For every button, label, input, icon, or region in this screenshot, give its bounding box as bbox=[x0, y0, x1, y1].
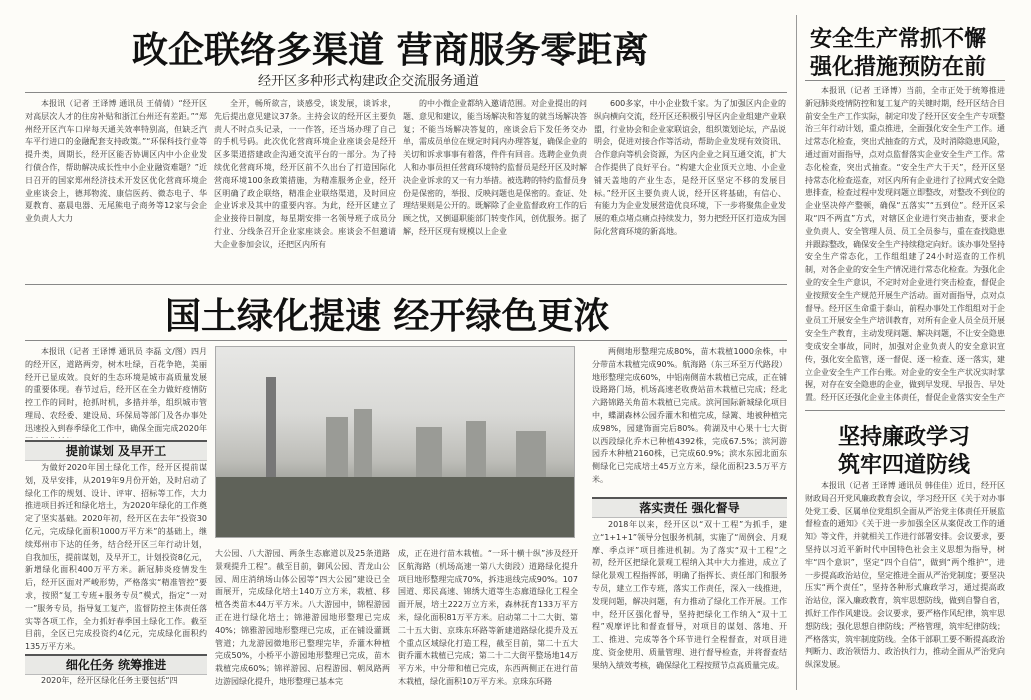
article3-title-line1: 安全生产常抓不懈 bbox=[810, 26, 987, 52]
city-greening-photo bbox=[215, 346, 575, 538]
article1-col4: 600多家，中小企业数千家。为了加强区内企业的纵向横向交流，经开区还积极引导区内企业组建产业联盟，行业协会和企业家联谊会，组织策划论坛，产品说明会，促进对接合作等活动，帮助企业发现有效资讯、合作意向等机会资源，为区内企业之间互通交流，扩大合作提供了良好平台。“构建大企业顶天立地、小企业铺天盖地的产业生态，是经开区坚定不移的发展目标。”经开区主要负责人说，经开区将基础，有信心、有能力为企业发展营造优良环境，下一步将聚焦企业发展的难点堵点痛点持续发力，努力把经开区打造成为国际化营商环境的新高地。 bbox=[594, 99, 786, 236]
article2-col2: 大公园、八大游园、两条生态廊道以及25条道路景观提升工程”。截至目前，御风公园、青龙山公园、周庄消纳场山体公园等“四大公园”建设已全面展开，完成绿化培土140万立方米，栽植、移植各类苗木44万平方米。八大游园中，锦程游园正在进行绿化培土；锦港游园地形整理已完成40%；锦雅游园地形整理已完成，正在铺设灌溉管道；九龙游园微地形已整理完毕，乔灌木种植完成50%，小桥平小游园地形整理已完成，苗木栽植完成60%；锦祥游园、启程游园、朝凤路两边游园绿化提升，地形整理已基本完 bbox=[215, 549, 390, 686]
subhead-early-planning: 提前谋划 及早开工 bbox=[25, 440, 207, 461]
building-icon bbox=[466, 421, 486, 477]
trees-icon bbox=[216, 477, 574, 537]
building-icon bbox=[516, 431, 546, 477]
article1-title: 政企联络多渠道 营商服务零距离 bbox=[132, 29, 649, 71]
article2-col4-body: 2018年以来，经开区以“双十工程”为抓手，建立“1+1+1”领导分包服务机制，实施了“周例会、月观摩、季点评”项目推进机制。为了落实“双十工程”之初，经开区把绿化景观工程纳入其中大力推进，成立了绿化景观工程指挥部，明确了指挥长、责任部门和服务专员，建立工作专班，落实工作责任，深入一线推进，发现问题，解决问题，有力推动了绿化工作开展。工作中，经开区强化督导，坚持把绿化工作纳入“双十工程”观摩评比和督查督导，对项目的谋划、落地、开工、推进、完成等各个环节进行全程督查，对项目进度、资金使用、质量管理、进行督导检查，并将督查结果纳入绩效考核，确保绿化工程按照节点高质量完成。 bbox=[592, 520, 787, 670]
article3-title-line2: 强化措施预防在前 bbox=[810, 54, 987, 80]
article1-col1: 本报讯（记者 王译博 通讯员 王倩倩）“经开区对高层次人才的住房补贴和浙江台州还有差距。”“郑州经开区汽车口岸每天通关效率特别高，但缺乏汽车平行进口的金融配套支持政策。”“环保科技行业等提升类，周期长，经开区能否协调区内中小企业发行债合作，帮助解决成长性中小企业融资难题？”近日召开的国家郑州经济技术开发区优化营商环境企业座谈会上，德邦物流、康信医药、微态电子、华夏教育、嘉晨电器、无尾熊电子商务等12家与会企业负责人大力 bbox=[25, 99, 207, 224]
subhead-refine-tasks: 细化任务 统筹推进 bbox=[25, 654, 207, 675]
article4-body: 本报讯（记者 王译博 通讯员 韩佳佳）近日，经开区财政局召开党风廉政教育会议，学习经开区《关于对办事处党工委、区属单位党组织全面从严治党主体责任开展监督检查的通知》《关于进一步加强全区从案促改工作的通知》等文件，并就相关工作进行部署安排。会议要求，要坚持以习近平新时代中国特色社会主义思想为指导，树牢“四个意识”，坚定“四个自信”，做到“两个维护”，进一步提高政治站位，坚定推进全面从严治党制度；要坚决压实“两个责任”，坚持各种形式廉政学习，通过提高政治站位，深入廉政教育，筑牢思想防线，做到自警自省，抓好工作作风建设。会议要求，要严格作风纪律，筑牢思想防线；强化思想自律防线；严格管理，筑牢纪律防线；严格落实，筑牢制度防线。全体干部职工要不断提高政治判断力、政治领悟力、政治执行力，推动全面从严治党向纵深发展。 bbox=[805, 481, 1005, 670]
subhead-responsibility: 落实责任 强化督导 bbox=[592, 497, 787, 518]
divider bbox=[805, 410, 1005, 411]
article1-subtitle: 经开区多种形式构建政企交流服务通道 bbox=[258, 74, 480, 89]
article3-body: 本报讯（记者 王译博）当前，全市正处于统筹推进新冠肺炎疫情防控和复工复产的关键时期，经开区结合目前安全生产工作实际，制定印发了经开区安全生产专项整治三年行动计划，重点推进，全面强化安全生产工作。通过常态化检查，突出式抽查的方式，及时消除隐患风险，通过面对面指导，点对点监督落实企业安全生产工作。常态化检查，突出式抽查。“安全生产大于天”，经开区坚持常态化检查巡查，对区内所有企业进行了拉网式安全隐患排查，检查过程中发现问题立即整改，对整改不到位的企业坚决停产整顿，确保“五落实”“五到位”。经开区采取“四不两直”方式，对辖区企业进行突击抽查，要求企业负责人、安全管理人员、员工全员参与，重在查找隐患并跟踪整改，确保安全生产持续稳定向好。该办事处坚持安全生产常态化，工作组组建了24小时巡查的工作机制，对各企业的安全生产情况进行常态化检查。为强化企业的安全生产意识，不定时对企业进行突击检查，督促企业按照安全生产规范开展生产活动。面对面指导，点对点督导。经开区生命重于泰山，前程办事处工作组组对于企业员工开展安全生产培训教育，对所有企业人员全员开展安全生产教育，主动发现问题、解决问题，不让安全隐患变成安全事故，同时，加强对企业负责人的安全意识宣传，强化安全监管，逐一督促、逐一检查、逐一落实，建立企业安全生产工作台账。对企业的安全生产状况实时掌握，对存在安全隐患的企业，做到早发现、早报告、早处置。经开区还强化企业主体责任，督促企业落实安全生产 bbox=[805, 86, 1005, 403]
article2-col1-tail: 2020年，经开区绿化任务主要包括“四 bbox=[41, 676, 178, 685]
building-icon bbox=[354, 409, 372, 477]
divider bbox=[25, 340, 787, 341]
article4-title-line1: 坚持廉政学习 bbox=[838, 424, 971, 450]
building-icon bbox=[416, 427, 442, 477]
article2-col3: 成，正在进行苗木栽植。“一环十横十纵”涉及经开区航海路（机场高速一第八大街段）道路绿化提升项目地形整理完成70%，拆违退线完成90%。107国道、郑民高速、锦绣大道等生态廊道绿化工程全面开展，培土222万立方米，森林抚育133万平方米，绿化面积81万平方米。启动第二十二大街、第二十五大街、京珠东环路等新建道路绿化提升及五个重点区域绿化打造工程，截至目前，第二十五大街乔灌木栽植已完成；第二十二大街平整场地14万平方米，中分带和植已完成，东西两侧正在进行苗木栽植，绿化面积10万平方米。京珠东环路 bbox=[398, 549, 578, 686]
article4-title-line2: 筑牢四道防线 bbox=[838, 452, 971, 478]
article2-title: 国土绿化提速 经开绿色更浓 bbox=[165, 295, 610, 337]
article2-col4-top: 两侧地形整理完成80%，苗木栽植1000余株，中分带苗木栽植完成90%。航海路（东三环至万代路段）地形整理完成60%，中铝南侧苗木栽植已完成，正在铺设路路门场，机场高速老收费站苗木栽植已完成；经北六路锦路关角苗木栽植已完成。滨河国际新城绿化项目中，蝶湖森林公园乔灌木和植完成，绿篱、地被种植完成98%，园建饰面完后80%。荷湖及中心果十七大街以西段绿化乔木已种植4392株，完成67.5%；滨河游园乔木种植2160株，已完成60.9%；滨水东园北面东侧绿化已完成培土45万立方米，绿化面积23.5万平方米。 bbox=[592, 347, 787, 484]
building-icon bbox=[326, 417, 348, 477]
divider bbox=[25, 284, 787, 285]
article2-intro: 本报讯（记者 王译博 通讯员 李磊 文/图）四月的经开区，道路两旁，树木吐绿，百花争艳，美丽经开已显成效。良好的生态环境是城市高质量发展的重要体现。春节过后，经开区在全力做好疫情防控工作的同时，抢抓时机，多措并举，组织城市管理局、农经委、建设局、环保局等部门及各办事处迅速投入到春季绿化工作中，确保全面完成2020年 bbox=[25, 347, 207, 433]
article1-col3: 的中小微企业都纳入邀请范围。对企业提出的问题、意见和建议，能当场解决和答复的就当场解决答复；不能当场解决答复的，座谈会后下发任务交办单，需成员单位在规定时间内办理答复，确保企业的关切和诉求事事有着落，件件有回音。选聘企业负责人和办事员担任营商环境特约监督员是经开区及时解决企业诉求的又一有力举措。被选聘的特约监督员身份是保密的，举报、反映问题也是保密的。查证、处理结果则是公开的。既解除了企业监督政府工作的后顾之忧，又倒逼职能部门转变作风，创优服务。据了解，经开区现有规模以上企业 bbox=[403, 99, 587, 236]
article1-col2: 全开，畅所欲言，谈感受，谈发展，谈诉求，先后提出意见建议37条。主持会议的经开区主要负责人不时点头记录，一一作答，还当场办理了自己的手机号码。此次优化营商环境企业座谈会是经开区多渠道搭建政企沟通交流平台的一部分。为了持续优化营商环境，经开区前不久出台了打造国际化营商环境100条政策措施，为精准服务企业，经开区明确了政企联络，精准企业联络渠道，及时回应企业诉求及其中的重要内容。为此，经开区建立了企业接待日制度，每星期安排一名领导班子成员分行业、分线条召开企业家座谈会。座谈会不但邀请大企业参加会议，还把区内所有 bbox=[214, 99, 396, 249]
article2-col1-body: 为做好2020年国土绿化工作，经开区提前谋划，及早安排，从2019年9月份开始，及时启动了绿化工作的规划、设计、评审、招标等工作，大力推进项目拆迁和绿化培土，为2020年绿化的工作奠定了坚实基础。2020年初，经开区在去年“投资30亿元，完成绿化面积1000万平方米”的基础上，继续郑州市下达的任务，结合经开区三年行动计划，自我加压，提前谋划，及早开工，计划投资8亿元，新增绿化面积400万平方米。新冠肺炎疫情发生后，经开区面对严峻形势，严格落实“精准管控”要求，按照“复工专班+服务专员”模式，指定“一对一”服务专员，指导复工复产，监督防控主体责任落实等各项工作，全力抓好春季国土绿化工作。截至目前，全区已完成投资约4亿元，完成绿化面积约135万平方米。 bbox=[25, 463, 207, 652]
divider bbox=[796, 15, 797, 690]
divider bbox=[805, 80, 1005, 81]
divider bbox=[25, 92, 787, 93]
